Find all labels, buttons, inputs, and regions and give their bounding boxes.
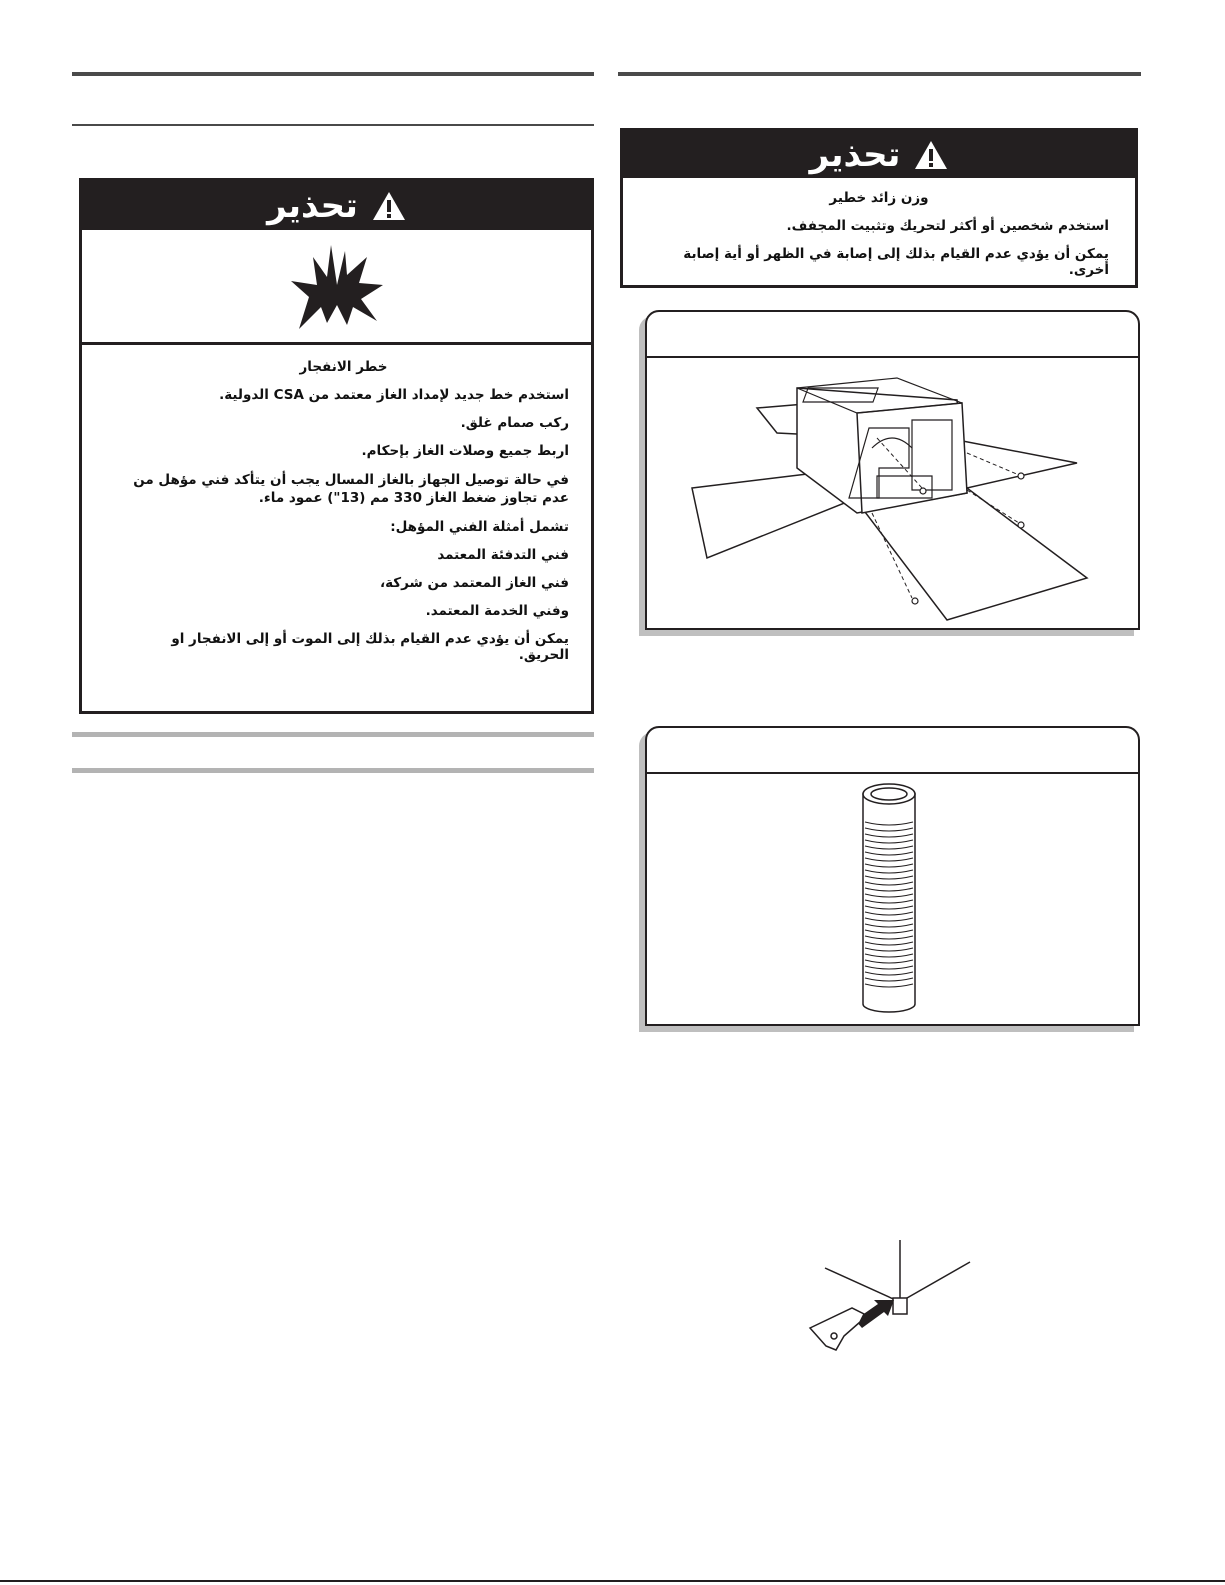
- weight-warning-body: [623, 178, 1135, 278]
- weight-warning-box: [620, 128, 1138, 288]
- left-gray-rule-1: [72, 732, 594, 737]
- warning-line: استخدم شخصين أو أكثر لتحريك وتثبيت المجفف.: [786, 218, 1109, 234]
- warning-line: في حالة توصيل الجهاز بالغاز المسال يجب أن يتأكد فني مؤهل من عدم تجاوز ضغط الغاز 330 مم (13") عمود ماء.: [133, 472, 569, 507]
- explosion-warning-title: تحذير: [267, 185, 358, 226]
- dryer-carton-figure: [645, 310, 1140, 630]
- leveling-leg-bracket-illustration: [800, 1240, 980, 1360]
- warning-line: ركب صمام غلق.: [460, 415, 569, 431]
- left-subsection-rule: [72, 124, 594, 126]
- explosion-warning-box: [79, 178, 594, 714]
- warning-line: وفني الخدمة المعتمد.: [425, 603, 569, 620]
- hazard-title: وزن زائد خطير: [829, 190, 929, 206]
- left-section-top-rule: [72, 72, 594, 76]
- warning-line: يمكن أن يؤدي عدم القيام بذلك إلى إصابة في الظهر أو أية إصابة أخرى.: [683, 246, 1109, 278]
- duct-figure: [645, 726, 1140, 1026]
- warning-line: اربط جميع وصلات الغاز بإحكام.: [361, 443, 569, 459]
- warning-triangle-icon: [372, 191, 406, 221]
- explosion-symbol-panel: [82, 230, 591, 345]
- hazard-title: خطر الانفجار: [299, 359, 388, 375]
- weight-warning-header: [623, 131, 1135, 178]
- warning-line: استخدم خط جديد لإمداد الغاز معتمد من CSA الدولية.: [219, 387, 569, 403]
- right-section-top-rule: [618, 72, 1141, 76]
- explosion-warning-header: [82, 181, 591, 230]
- page-bottom-rule: [0, 1580, 1225, 1582]
- warning-line: يمكن أن يؤدي عدم القيام بذلك إلى الموت أو إلى الانفجار او الحريق.: [171, 631, 569, 664]
- warning-line: فني التدفئة المعتمد: [437, 547, 569, 564]
- warning-triangle-icon: [914, 140, 948, 170]
- figure-header: [647, 312, 1138, 358]
- warning-line: فني الغاز المعتمد من شركة،: [379, 575, 569, 592]
- left-gray-rule-2: [72, 768, 594, 773]
- warning-line: تشمل أمثلة الفني المؤهل:: [390, 519, 569, 536]
- explosion-warning-body: [82, 345, 591, 663]
- figure-header: [647, 728, 1138, 774]
- flexible-duct-illustration: [647, 774, 1138, 1024]
- weight-warning-title: تحذير: [809, 134, 901, 175]
- dryer-on-carton-illustration: [647, 358, 1138, 628]
- explosion-icon: [287, 241, 387, 331]
